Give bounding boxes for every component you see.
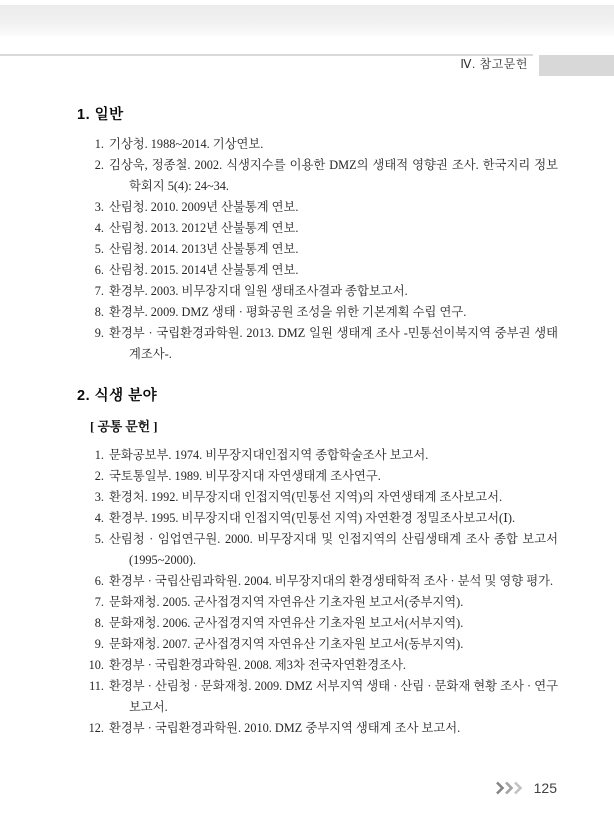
reference-text: 환경부 · 국립환경과학원. 2013. DMZ 일원 생태계 조사 -민통선이북지역 중부권 생태계조사-.: [109, 326, 558, 361]
reference-number: 2.: [94, 469, 104, 483]
reference-number: 6.: [94, 574, 104, 588]
reference-text: 문화재청. 2005. 군사접경지역 자연유산 기초자원 보고서(중부지역).: [109, 595, 464, 609]
reference-text: 문화공보부. 1974. 비무장지대인접지역 종합학술조사 보고서.: [109, 448, 429, 462]
reference-text: 환경부 · 국립환경과학원. 2010. DMZ 중부지역 생태계 조사 보고서.: [109, 721, 461, 735]
reference-number: 2.: [94, 158, 104, 172]
reference-number: 4.: [94, 511, 104, 525]
reference-item: [60, 466, 558, 487]
reference-item: [60, 155, 558, 197]
section-title-general: 1. 일반: [77, 107, 124, 123]
reference-item: [60, 218, 558, 239]
chevrons-right-icon: [495, 781, 526, 795]
reference-number: 7.: [94, 595, 104, 609]
reference-number: 6.: [94, 263, 104, 277]
reference-number: 10.: [88, 658, 104, 672]
reference-item: [60, 445, 558, 466]
reference-text: 환경처. 1992. 비무장지대 인접지역(민통선 지역)의 자연생태계 조사보고서.: [109, 490, 503, 504]
reference-text: 환경부. 2003. 비무장지대 일원 생태조사결과 종합보고서.: [109, 284, 408, 298]
reference-number: 8.: [94, 616, 104, 630]
reference-number: 12.: [88, 721, 104, 735]
subsection-heading-common-refs: [ 공통 문헌 ]: [90, 420, 158, 434]
reference-number: 3.: [94, 200, 104, 214]
reference-number: 7.: [94, 284, 104, 298]
reference-text: 환경부. 1995. 비무장지대 인접지역(민통선 지역) 자연환경 정밀조사보고서(Ⅰ).: [109, 511, 516, 525]
reference-item: [60, 260, 558, 281]
reference-item: [60, 323, 558, 365]
reference-number: 11.: [89, 679, 104, 693]
reference-text: 김상욱, 정종철. 2002. 식생지수를 이용한 DMZ의 생태적 영향권 조사. 한국지리 정보학회지 5(4): 24~34.: [109, 158, 558, 193]
reference-item: [60, 281, 558, 302]
reference-item: [60, 487, 558, 508]
reference-text: 환경부 · 국립환경과학원. 2008. 제3차 전국자연환경조사.: [109, 658, 407, 672]
reference-item: [60, 134, 558, 155]
reference-text: 기상청. 1988~2014. 기상연보.: [109, 137, 264, 151]
chapter-header: Ⅳ. 참고문헌: [460, 57, 528, 71]
reference-item: [60, 571, 558, 592]
reference-text: 환경부 · 국립산림과학원. 2004. 비무장지대의 환경생태학적 조사 · 분석 및 영향 평가.: [109, 574, 554, 588]
reference-text: 산림청. 2010. 2009년 산불통계 연보.: [109, 200, 299, 214]
reference-text: 환경부. 2009. DMZ 생태 · 평화공원 조성을 위한 기본계획 수립 연구.: [109, 305, 467, 319]
reference-list-vegetation: [60, 445, 558, 739]
reference-number: 3.: [94, 490, 104, 504]
reference-item: [60, 655, 558, 676]
section-title-vegetation: 2. 식생 분야: [77, 388, 158, 404]
reference-text: 산림청. 2013. 2012년 산불통계 연보.: [109, 221, 299, 235]
reference-text: 국토통일부. 1989. 비무장지대 자연생태계 조사연구.: [109, 469, 381, 483]
page-number: 125: [533, 780, 557, 796]
reference-item: [60, 197, 558, 218]
reference-text: 산림청. 2015. 2014년 산불통계 연보.: [109, 263, 299, 277]
reference-item: [60, 592, 558, 613]
reference-number: 5.: [94, 242, 104, 256]
reference-text: 환경부 · 산림청 · 문화재청. 2009. DMZ 서부지역 생태 · 산림 · 문화재 현황 조사 · 연구 보고서.: [109, 679, 558, 714]
reference-number: 4.: [94, 221, 104, 235]
reference-text: 산림청 · 임업연구원. 2000. 비무장지대 및 인접지역의 산림생태계 조사 종합 보고서(1995~2000).: [109, 532, 558, 567]
reference-item: [60, 634, 558, 655]
reference-item: [60, 718, 558, 739]
reference-number: 1.: [94, 448, 104, 462]
reference-item: [60, 676, 558, 718]
reference-text: 문화재청. 2007. 군사접경지역 자연유산 기초자원 보고서(동부지역).: [109, 637, 464, 651]
reference-number: 8.: [94, 305, 104, 319]
reference-item: [60, 613, 558, 634]
reference-number: 9.: [94, 637, 104, 651]
reference-item: [60, 508, 558, 529]
reference-text: 산림청. 2014. 2013년 산불통계 연보.: [109, 242, 299, 256]
reference-item: [60, 239, 558, 260]
reference-item: [60, 302, 558, 323]
reference-text: 문화재청. 2006. 군사접경지역 자연유산 기초자원 보고서(서부지역).: [109, 616, 464, 630]
reference-number: 1.: [94, 137, 104, 151]
page-footer: [495, 780, 557, 796]
reference-list-general: [60, 134, 558, 365]
reference-item: [60, 529, 558, 571]
reference-number: 9.: [94, 326, 104, 340]
reference-number: 5.: [94, 532, 104, 546]
